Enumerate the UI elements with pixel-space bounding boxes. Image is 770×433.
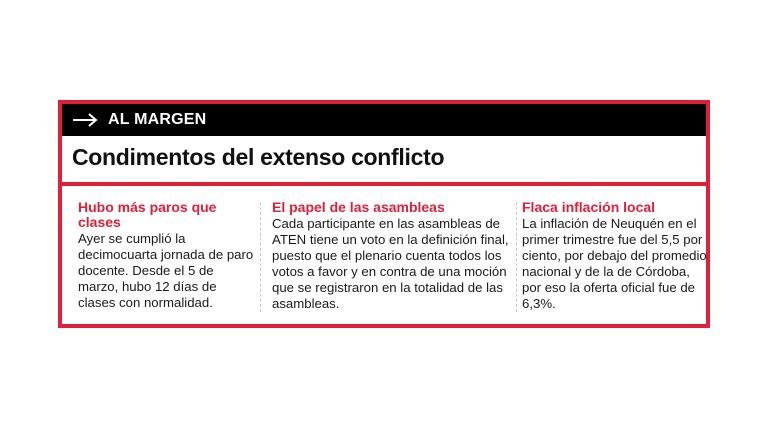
divider (62, 182, 706, 186)
column-asambleas (272, 200, 512, 312)
column-paros (78, 200, 254, 311)
arrow-right-icon (68, 104, 102, 136)
column-title: Flaca inflación local (522, 199, 656, 215)
column-text: La inflación de Neuquén en el primer trimestre fue del 5,5 por ciento, por debajo del promedio nacional y de la de Córdoba, por eso la oferta oficial fue de 6,3%. (522, 216, 707, 311)
column-divider (516, 202, 517, 312)
column-text: Cada participante en las asambleas de ATEN tiene un voto en la definición final, puesto que el plenario cuenta todos los votos a favor y en contra de una moción que se registraron en la totalidad de las asambleas. (272, 216, 509, 311)
headline: Condimentos del extenso conflicto (72, 144, 445, 170)
sidebar-box (58, 100, 710, 328)
kicker-label: AL MARGEN (108, 111, 207, 128)
column-text: Ayer se cumplió la decimocuarta jornada de paro docente. Desde el 5 de marzo, hubo 12 días de clases con normalidad. (78, 231, 254, 310)
kicker-bar (62, 104, 706, 136)
column-inflacion (522, 200, 708, 312)
column-title: El papel de las asambleas (272, 199, 445, 215)
column-divider (260, 202, 261, 312)
column-title: Hubo más paros que clases (78, 199, 217, 230)
